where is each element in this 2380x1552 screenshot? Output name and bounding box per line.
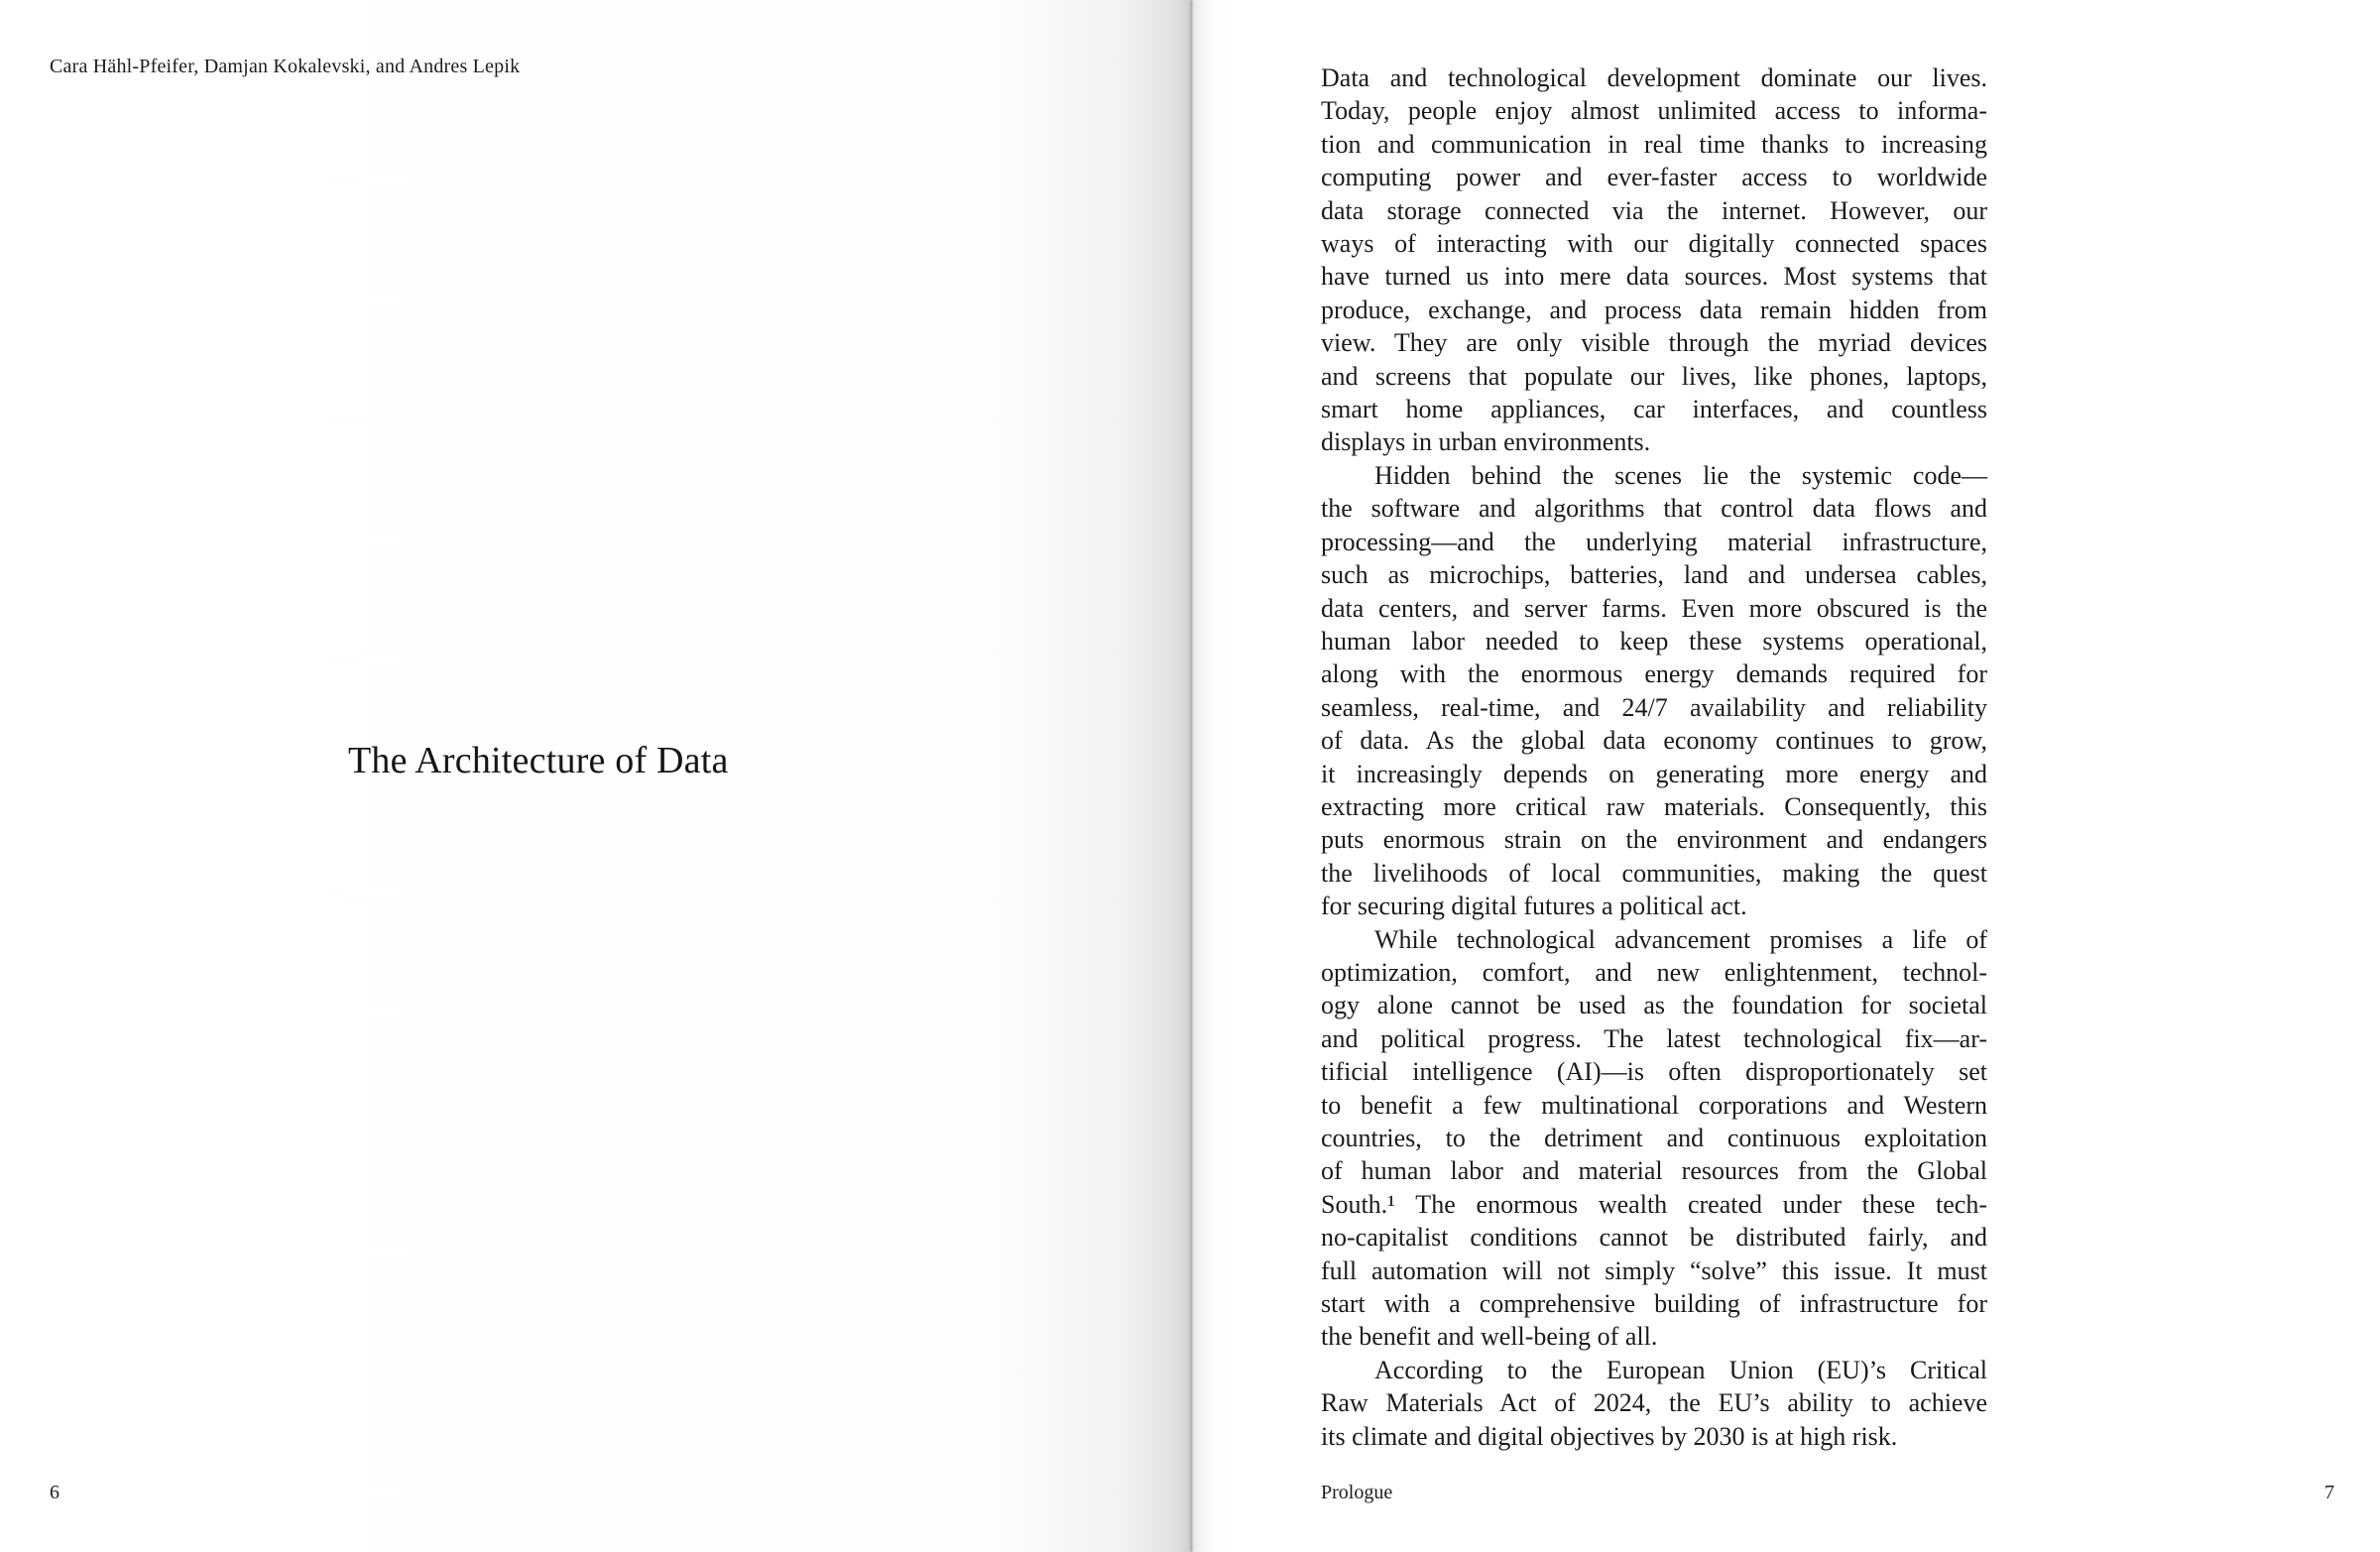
- text-line: and political progress. The latest technological fix—ar-: [1321, 1023, 1987, 1053]
- text-line: and screens that populate our lives, like phones, laptops,: [1321, 361, 1987, 391]
- text-line: countries, to the detriment and continuous exploitation: [1321, 1124, 1987, 1152]
- text-line: of data. As the global data economy continues to grow,: [1321, 726, 1987, 756]
- text-line: processing—and the underlying material infrastructure,: [1321, 527, 1987, 556]
- text-line: the software and algorithms that control data flows and: [1321, 494, 1987, 524]
- text-line: along with the enormous energy demands required for: [1321, 659, 1987, 689]
- text-line: view. They are only visible through the myriad devices: [1321, 328, 1987, 358]
- text-line: Raw Materials Act of 2024, the EU’s ability to achieve: [1321, 1388, 1987, 1418]
- text-line: for securing digital futures a political act.: [1321, 892, 1747, 921]
- text-line: data storage connected via the internet. However, our: [1321, 195, 1987, 225]
- right-page: [1192, 0, 2380, 1552]
- page-number-left: 6: [50, 1482, 60, 1503]
- text-line: ogy alone cannot be used as the foundation for societal: [1321, 991, 1987, 1020]
- authors-line: Cara Hähl-Pfeifer, Damjan Kokalevski, and Andres Lepik: [50, 56, 521, 77]
- text-line: of human labor and material resources from the Global: [1321, 1156, 1987, 1186]
- text-line: Today, people enjoy almost unlimited access to informa-: [1321, 96, 1987, 126]
- footer-section-label: Prologue: [1321, 1482, 1393, 1503]
- text-line: such as microchips, batteries, land and undersea cables,: [1321, 560, 1987, 590]
- text-line: smart home appliances, car interfaces, and countless: [1321, 395, 1987, 424]
- text-line: Data and technological development dominate our lives.: [1321, 63, 1987, 92]
- text-line: it increasingly depends on generating more energy and: [1321, 759, 1987, 788]
- chapter-title: The Architecture of Data: [348, 740, 729, 781]
- text-line: tificial intelligence (AI)—is often disproportionately set: [1321, 1057, 1987, 1087]
- text-line: extracting more critical raw materials. Consequently, this: [1321, 791, 1987, 821]
- text-line: data centers, and server farms. Even more obscured is the: [1321, 593, 1987, 623]
- text-line: to benefit a few multinational corporations and Western: [1321, 1090, 1987, 1120]
- page-number-right: 7: [2324, 1482, 2334, 1503]
- text-line: the livelihoods of local communities, making the quest: [1321, 858, 1987, 888]
- text-line: human labor needed to keep these systems operational,: [1321, 626, 1987, 656]
- text-line: puts enormous strain on the environment and endangers: [1321, 825, 1987, 855]
- text-line: South.¹ The enormous wealth created under these tech-: [1321, 1189, 1987, 1219]
- text-line: According to the European Union (EU)’s Critical: [1374, 1355, 1987, 1384]
- text-line: optimization, comfort, and new enlightenment, technol-: [1321, 957, 1987, 987]
- text-line: have turned us into mere data sources. Most systems that: [1321, 262, 1987, 292]
- text-line: computing power and ever-faster access to worldwide: [1321, 163, 1987, 192]
- text-line: Hidden behind the scenes lie the systemic code—: [1374, 460, 1987, 490]
- text-line: produce, exchange, and process data remain hidden from: [1321, 295, 1987, 324]
- text-line: the benefit and well-being of all.: [1321, 1322, 1658, 1352]
- text-line: no-capitalist conditions cannot be distributed fairly, and: [1321, 1223, 1987, 1253]
- text-line: While technological advancement promises a life of: [1374, 924, 1987, 954]
- text-line: tion and communication in real time thanks to increasing: [1321, 129, 1987, 159]
- text-line: displays in urban environments.: [1321, 427, 1651, 457]
- page-gutter-shadow: [1190, 0, 1193, 1552]
- body-text: [1321, 61, 1987, 1453]
- text-line: ways of interacting with our digitally connected spaces: [1321, 229, 1987, 259]
- text-line: seamless, real-time, and 24/7 availability and reliability: [1321, 692, 1987, 722]
- text-line: full automation will not simply “solve” this issue. It must: [1321, 1255, 1987, 1285]
- text-line: start with a comprehensive building of infrastructure for: [1321, 1289, 1987, 1319]
- text-line: its climate and digital objectives by 2030 is at high risk.: [1321, 1421, 1898, 1451]
